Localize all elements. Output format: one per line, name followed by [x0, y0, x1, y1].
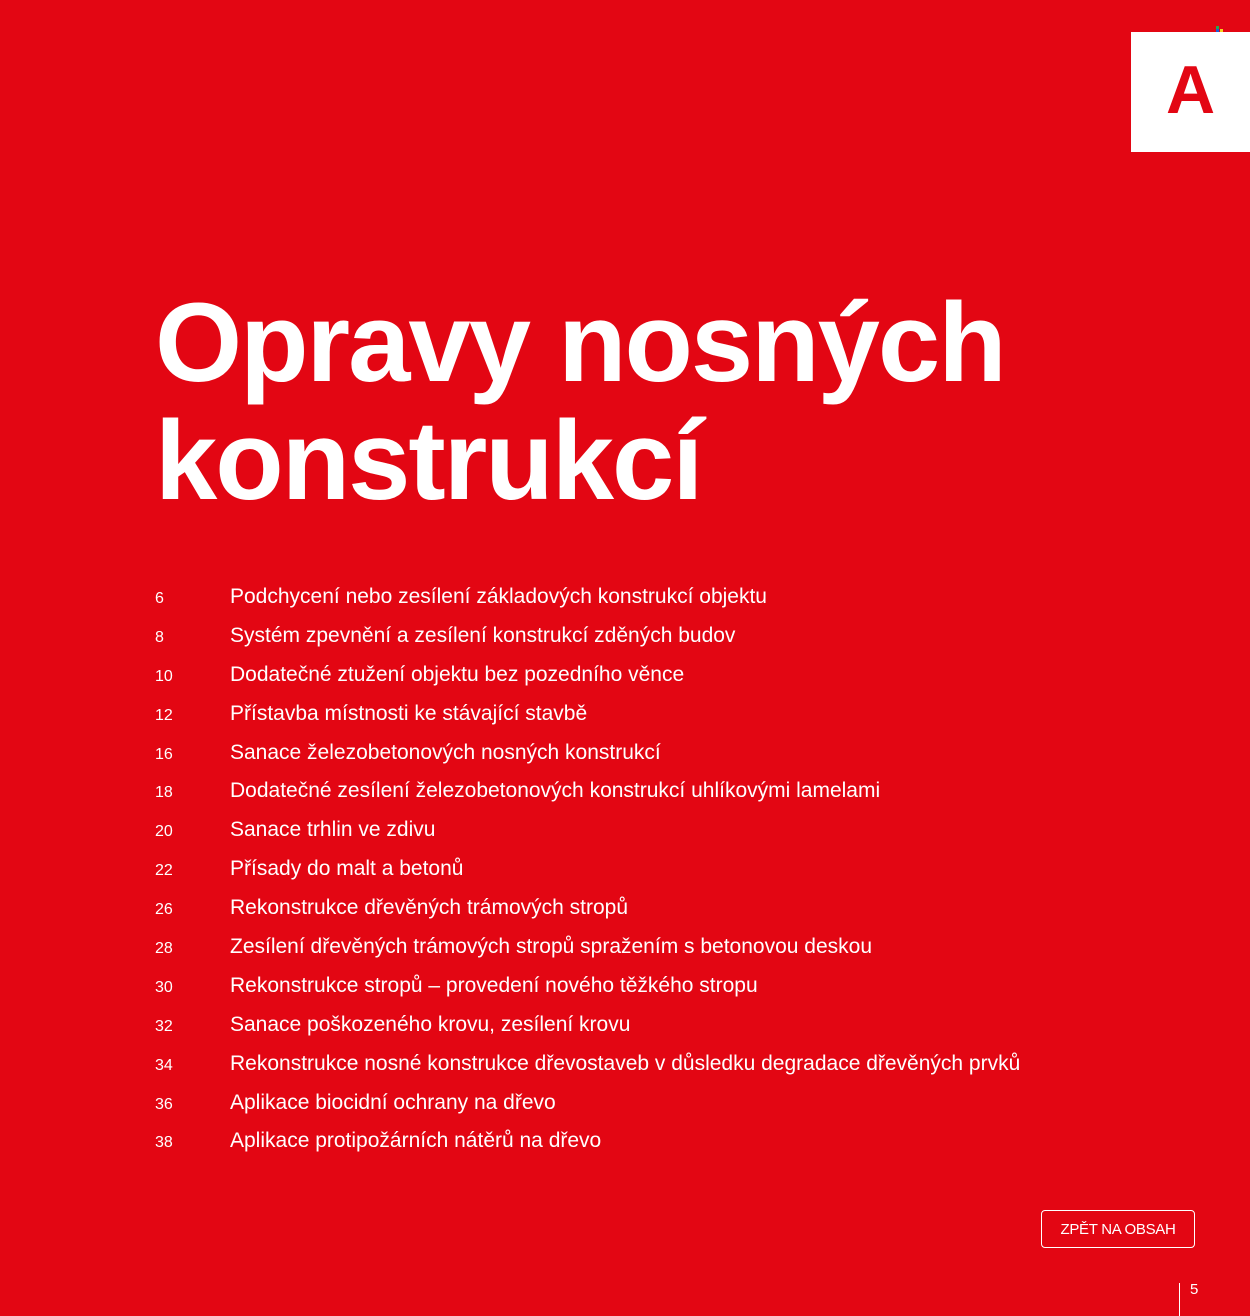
toc-title: Zesílení dřevěných trámových stropů spražením s betonovou deskou — [230, 935, 872, 959]
toc-page-number: 16 — [155, 745, 173, 763]
toc-item[interactable] — [155, 702, 1155, 741]
toc-title: Sanace železobetonových nosných konstrukcí — [230, 740, 661, 764]
toc-page-number: 8 — [155, 628, 164, 646]
page-number-divider — [1179, 1283, 1180, 1316]
toc-item[interactable] — [155, 974, 1155, 1013]
page-title-line-2: konstrukcí — [155, 398, 702, 523]
toc-item[interactable] — [155, 1091, 1155, 1130]
toc-title: Přísady do malt a betonů — [230, 857, 464, 881]
toc-title: Aplikace biocidní ochrany na dřevo — [230, 1090, 556, 1114]
toc-item[interactable] — [155, 818, 1155, 857]
toc-title: Podchycení nebo zesílení základových konstrukcí objektu — [230, 585, 767, 608]
page-number: 5 — [1190, 1281, 1199, 1298]
table-of-contents — [155, 585, 1155, 1168]
toc-title: Systém zpevnění a zesílení konstrukcí zděných budov — [230, 623, 736, 647]
page-title-line-1: Opravy nosných — [155, 280, 1005, 405]
toc-item[interactable] — [155, 1052, 1155, 1091]
section-badge — [1131, 32, 1250, 152]
toc-page-number: 28 — [155, 940, 173, 958]
toc-title: Rekonstrukce nosné konstrukce dřevostaveb v důsledku degradace dřevěných prvků — [230, 1051, 1021, 1075]
toc-item[interactable] — [155, 741, 1155, 780]
toc-title: Dodatečné ztužení objektu bez pozedního věnce — [230, 662, 685, 686]
toc-title: Sanace trhlin ve zdivu — [230, 818, 436, 842]
toc-item[interactable] — [155, 857, 1155, 896]
section-letter: A — [1165, 52, 1216, 128]
toc-item[interactable] — [155, 663, 1155, 702]
toc-title: Dodatečné zesílení železobetonových konstrukcí uhlíkovými lamelami — [230, 779, 881, 803]
toc-title: Aplikace protipožárních nátěrů na dřevo — [230, 1129, 602, 1153]
toc-page-number: 20 — [155, 823, 173, 841]
toc-page-number: 26 — [155, 901, 173, 919]
toc-page-number: 34 — [155, 1056, 173, 1074]
toc-page-number: 6 — [155, 590, 164, 607]
toc-title: Přístavba místnosti ke stávající stavbě — [230, 701, 588, 725]
toc-item[interactable] — [155, 624, 1155, 663]
page-title — [155, 280, 1005, 523]
toc-page-number: 30 — [155, 978, 173, 996]
toc-page-number: 12 — [155, 706, 173, 724]
toc-title: Sanace poškozeného krovu, zesílení krovu — [230, 1012, 631, 1036]
toc-item[interactable] — [155, 935, 1155, 974]
toc-page-number: 22 — [155, 862, 173, 880]
toc-item[interactable] — [155, 585, 1155, 624]
toc-item[interactable] — [155, 896, 1155, 935]
toc-item[interactable] — [155, 1129, 1155, 1168]
toc-page-number: 38 — [155, 1134, 173, 1152]
toc-title: Rekonstrukce dřevěných trámových stropů — [230, 896, 629, 920]
toc-page-number: 18 — [155, 784, 173, 802]
back-to-contents-button[interactable]: ZPĚT NA OBSAH — [1041, 1210, 1195, 1248]
toc-title: Rekonstrukce stropů – provedení nového těžkého stropu — [230, 973, 758, 997]
toc-item[interactable] — [155, 1013, 1155, 1052]
toc-item[interactable] — [155, 779, 1155, 818]
toc-page-number: 10 — [155, 667, 173, 685]
toc-page-number: 32 — [155, 1017, 173, 1035]
toc-page-number: 36 — [155, 1095, 173, 1113]
